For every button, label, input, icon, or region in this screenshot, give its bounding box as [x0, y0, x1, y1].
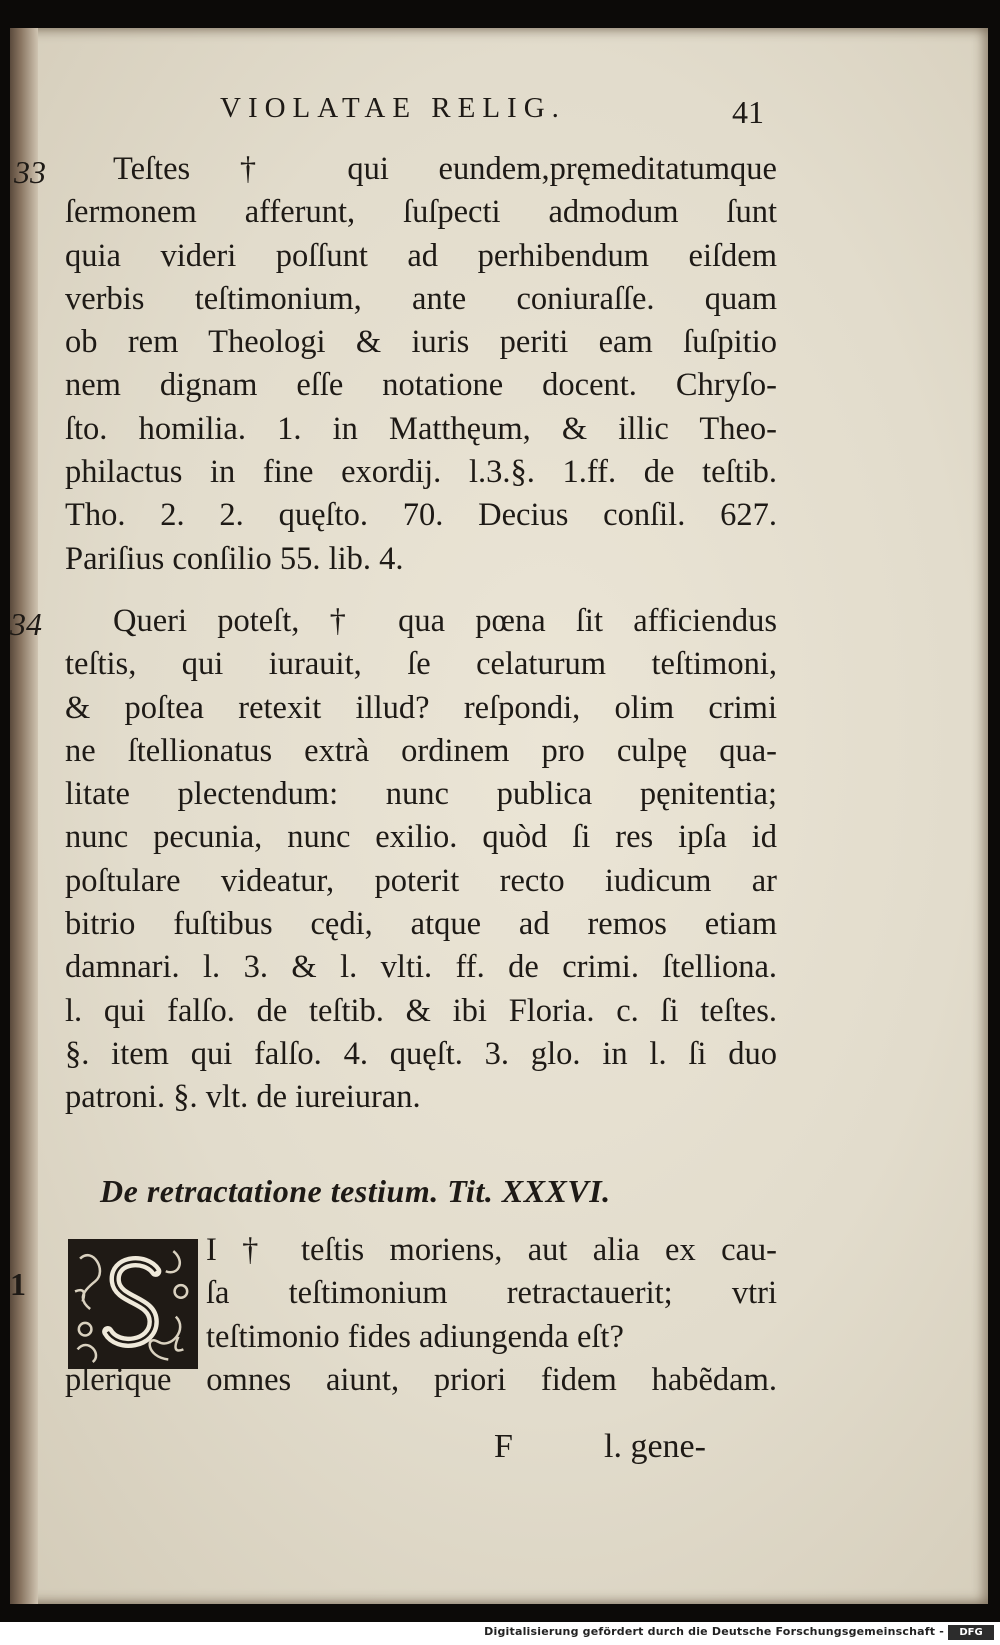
margin-number-1: 1 — [10, 1266, 26, 1302]
section-title: De retractatione testium. Tit. XXXVI. — [100, 1173, 611, 1209]
margin-number-33: 33 — [14, 154, 46, 190]
decorated-initial-s-icon — [70, 1241, 196, 1367]
page-gutter — [10, 28, 38, 1604]
text-line: l. qui falſo. de teſtib. & ibi Floria. c. ſi teſtes. — [65, 992, 777, 1029]
text-line: ſa teſtimonium retractauerit; vtri — [206, 1275, 777, 1312]
text-line: ne ſtellionatus extrà ordinem pro culpę qua- — [65, 732, 777, 769]
text-line: teſtis, qui iurauit, ſe celaturum teſtimoni, — [65, 646, 777, 683]
text-line: Teſtes † qui eundem,pręmeditatumque — [113, 151, 777, 187]
text-line: & poſtea retexit illud? reſpondi, olim crimi — [65, 689, 777, 726]
text-line: patroni. §. vlt. de iureiuran. — [65, 1079, 421, 1116]
paragraph-1-indented — [206, 1229, 777, 1359]
text-line: Pariſius conſilio 55. lib. 4. — [65, 540, 404, 577]
signature-mark: F — [494, 1428, 513, 1465]
text-line: I † teſtis moriens, aut alia ex cau- — [206, 1232, 777, 1268]
footer-bar — [0, 1622, 1000, 1645]
text-line: nunc pecunia, nunc exilio. quòd ſi res ipſa id — [65, 819, 777, 856]
paragraph-1-full — [65, 1359, 777, 1402]
funding-credit: Digitalisierung gefördert durch die Deutsche Forschungsgemeinschaft - — [484, 1625, 944, 1638]
text-line: plerique omnes aiunt, priori fidem habẽdam. — [65, 1362, 777, 1398]
text-line: damnari. l. 3. & l. vlti. ff. de crimi. ſtelliona. — [65, 949, 777, 986]
decorated-initial-s — [68, 1239, 198, 1369]
text-line: ob rem Theologi & iuris periti eam ſuſpitio — [65, 324, 777, 361]
text-line: verbis teſtimonium, ante coniuraſſe. quam — [65, 280, 777, 317]
margin-number-34: 34 — [10, 606, 42, 642]
text-line: ſermonem afferunt, ſuſpecti admodum ſunt — [65, 194, 777, 231]
text-line: Queri poteſt, † qua pœna ſit afficiendus — [113, 603, 777, 639]
text-line: ſto. homilia. 1. in Matthęum, & illic Theo- — [65, 410, 777, 447]
running-head: VIOLATAE RELIG. — [220, 92, 566, 124]
text-line: poſtulare videatur, poterit recto iudicum ar — [65, 862, 777, 899]
text-line: quia videri poſſunt ad perhibendum eiſdem — [65, 237, 777, 274]
book-page — [10, 28, 988, 1604]
text-line: philactus in fine exordij. l.3.§. 1.ff. de teſtib. — [65, 454, 777, 491]
paragraph-34 — [65, 600, 777, 1120]
paragraph-33 — [65, 148, 777, 581]
text-line: Tho. 2. 2. quęſto. 70. Decius conſil. 627. — [65, 497, 777, 534]
text-line: litate plectendum: nunc publica pęnitentia; — [65, 776, 777, 813]
page-number: 41 — [732, 94, 764, 130]
text-line: §. item qui falſo. 4. quęſt. 3. glo. in l. ſi duo — [65, 1035, 777, 1072]
text-line: teſtimonio fides adiungenda eſt? — [206, 1318, 624, 1355]
text-line: nem dignam eſſe notatione docent. Chryſo- — [65, 367, 777, 404]
dfg-logo-icon: DFG — [948, 1625, 994, 1640]
catchword: l. gene- — [604, 1428, 706, 1465]
text-line: bitrio fuſtibus cędi, atque ad remos etiam — [65, 906, 777, 943]
